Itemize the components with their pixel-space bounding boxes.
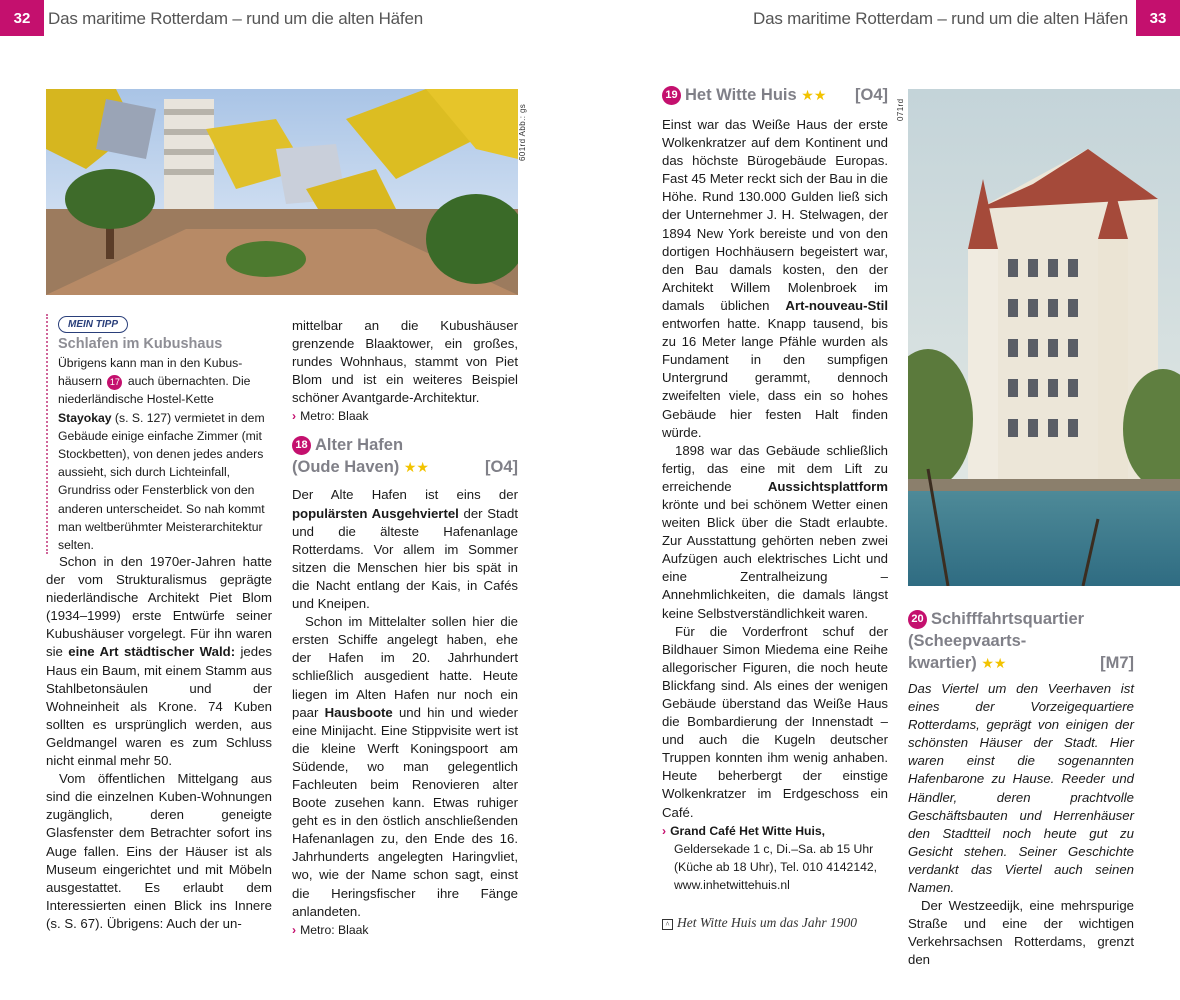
- paragraph: Vom öffentlichen Mittelgang aus sind die einzelnen Kuben-Wohnungen zugänglich, deren geneigte Glasfenster dem Betrachter sofort ins Auge fallen. Eins der Häuser ist als Museum eingerichtet und mit Möbeln ausgestattet. Es erlaubt dem Interessierten einen Blick ins Innere (s. S. 67). Übrigens: Auch der un-: [46, 771, 272, 931]
- photo-credit-left: 601rd Abb.: gs: [518, 103, 527, 161]
- ref-marker-17: 17: [107, 375, 122, 390]
- photo-caption-icon: ^: [662, 919, 673, 930]
- paragraph: Einst war das Weiße Haus der erste Wolkenkratzer auf dem Kontinent und das höchste Bürogebäude Europas. Fast 45 Meter reckt sich der Bau in die Höhe. Rund 130.000 Gulden ließ sich der Unternehmer J. H. Stelwagen, der 1894 New York bereiste und von den dortigen Hochhäusern begeistert war, den Bau damals kosten, den der Architekt Willem Molenbroek im damals üblichen Art-nouveau-Stil entworfen hatte. Knapp tausend, bis zu 16 Meter lange Pfähle wurden als Fundament in den sumpfigen Untergrund gerammt, dennoch zweifelten viele, dass ein so hohes Gebäude hier festen Halt finden würde.: [662, 117, 888, 440]
- map-grid-ref: [O4]: [485, 458, 518, 477]
- paragraph: mittelbar an die Kubushäuser grenzende Blaaktower, ein großes, rundes Wohnhaus, stammt von Piet Blom und ist ein weiteres Beispiel schöner Avantgarde-Architektur.: [292, 318, 518, 406]
- section-20-title: 20 Schifffahrtsquartier: [908, 608, 1134, 630]
- photo-credit-right: 071rd: [896, 98, 905, 121]
- tip-line: niederländische Hostel-Kette: [58, 392, 214, 407]
- section-number-20: 20: [908, 610, 927, 629]
- paragraph: 1898 war das Gebäude schließlich fertig, das eine mit dem Lift zu erreichende Aussichtsplattform krönte und bei schönem Wetter einen weiten Blick über die Stadt erlaubte. Zur Ausstattung gehörten neben zwei Aufzügen auch elektrisches Licht und eine Zentralheizung – Annehmlichkeiten, die damals längst keine Selbstverständlichkeit waren.: [662, 442, 888, 621]
- witte-huis-illustration: [908, 89, 1180, 586]
- venue-info: › Grand Café Het Witte Huis, Geldersekade 1 c, Di.–Sa. ab 15 Uhr (Küche ab 18 Uhr), Tel. 010 4142142, www.inhetwittehuis.nl: [662, 823, 878, 892]
- running-head-right: Das maritime Rotterdam – rund um die alten Häfen: [753, 9, 1128, 28]
- paragraph: Der Westzeedijk, eine mehrspurige Straße und eine der wichtigen Verkehrsachsen Rotterdams, grenzt den: [908, 898, 1134, 968]
- section-20-subtitle: (Scheepvaarts-: [908, 632, 1027, 650]
- tip-text: [58, 354, 268, 554]
- witte-huis-photo: [908, 89, 1180, 586]
- running-head-left: Das maritime Rotterdam – rund um die alten Häfen: [48, 9, 423, 28]
- metro-info: › Metro: Blaak: [292, 922, 369, 937]
- cube-houses-illustration: [46, 89, 518, 295]
- section-18-subtitle: (Oude Haven) ★★ [O4]: [292, 458, 518, 477]
- mein-tipp-badge: MEIN TIPP: [58, 316, 128, 333]
- cube-houses-photo: [46, 89, 518, 295]
- page-number-right: 33: [1136, 0, 1180, 36]
- right-column-2: [908, 608, 1134, 970]
- section-18-title: 18 Alter Hafen: [292, 434, 518, 456]
- right-column-1: [662, 84, 888, 894]
- tip-line: auch übernachten. Die: [127, 374, 251, 389]
- section-number-19: 19: [662, 86, 681, 105]
- tip-line: (s. S. 127) vermietet in dem Gebäude einige einfache Zimmer (mit Stockbetten), von denen jedes anders aussieht, sich durch Lichteinfall, Grundriss oder Fensterblick von den anderen unterscheidet. So nah kommt man weltberühmter Meisterarchitektur selten.: [58, 410, 265, 553]
- left-column-1: [46, 553, 272, 933]
- paragraph: Für die Vorderfront schuf der Bildhauer Simon Miedema eine Reihe allegorischer Figuren, die noch heute Blickfang sind. Als eines der wenigen Gebäude überstand das Weiße Haus die Bombardierung der Innenstadt – und auch die Kugeln deutscher Truppen konnten ihm wenig anhaben. Heute beherbergt der einstige Wolkenkratzer im Erdgeschoss ein Café.: [662, 623, 888, 820]
- metro-info: › Metro: Blaak: [292, 409, 369, 424]
- star-rating: ★★: [403, 459, 429, 476]
- section-number-18: 18: [292, 436, 311, 455]
- photo-caption: ^ Het Witte Huis um das Jahr 1900: [662, 915, 857, 931]
- tip-line: häusern: [58, 374, 103, 389]
- left-column-2: [292, 317, 518, 939]
- paragraph: Der Alte Hafen ist eins der populärsten Ausgehviertel der Stadt und die älteste Hafenanlage Rotterdams. Vor allem im Sommer sitzen die Menschen hier bis spät in die Nacht entlang der Kais, in Cafés und Kneipen.: [292, 487, 518, 612]
- mein-tipp-box: [46, 314, 268, 554]
- star-rating: ★★: [981, 655, 1007, 671]
- map-grid-ref: [O4]: [855, 86, 888, 104]
- section-20-subtitle-2: kwartier) ★★ [M7]: [908, 654, 1134, 672]
- page-number-left: 32: [0, 0, 44, 36]
- paragraph: Schon im Mittelalter sollen hier die ersten Schiffe angelegt haben, ehe der Hafen im 20. Jahrhundert schließlich ausgedient hatte. Heute liegen im Alten Hafen nur noch ein paar Hausboote und hin und wieder eine Minijacht. Eine Stippvisite wert ist die kleine Werft Koningspoort am Südende, wo man gelegentlich Fachleuten beim Renovieren alter Boote zusehen kann. Etwas ruhiger geht es in den östlich anschließenden Hafenanlagen zu, den Ende des 16. Jahrhunderts angelegten Haringvliet, wo, wie der Name schon sagt, einst die Heringsfischer ihre Fänge anlandeten.: [292, 614, 518, 919]
- tip-title: Schlafen im Kubushaus: [58, 336, 223, 352]
- star-rating: ★★: [801, 87, 827, 103]
- tip-line: Übrigens kann man in den Kubus-: [58, 356, 243, 370]
- map-grid-ref: [M7]: [1100, 654, 1134, 672]
- intro-paragraph: Das Viertel um den Veerhaven ist eines der Vorzeigequartiere Rotterdams, geprägt von einigen der schönsten Häuser der Stadt. Hier waren einst die sogenannten Hafenbarone zu Hause. Reeder und Händler, deren prachtvolle Geschäftsbauten und Herrenhäuser den Stadtteil noch heute gut zu Gesicht stehen. Seiner Geschichte verdankt das Viertel auch seinen Namen.: [908, 681, 1134, 896]
- paragraph: Schon in den 1970er-Jahren hatte der vom Strukturalismus geprägte niederländische Architekt Piet Blom (1934–1999) erste Entwürfe seiner Kubushäuser vorgelegt. Für ihn waren sie eine Art städtischer Wald: jedes Haus ein Baum, mit einem Stamm aus Stahlbetonsäulen und der Wohneinheit als Krone. 74 Kuben sollten es ursprünglich werden, aus Geldmangel waren es zum Schluss nicht einmal mehr 50.: [46, 554, 273, 769]
- tip-brand: Stayokay: [58, 410, 112, 425]
- section-19-title: 19 Het Witte Huis ★★ [O4]: [662, 84, 888, 106]
